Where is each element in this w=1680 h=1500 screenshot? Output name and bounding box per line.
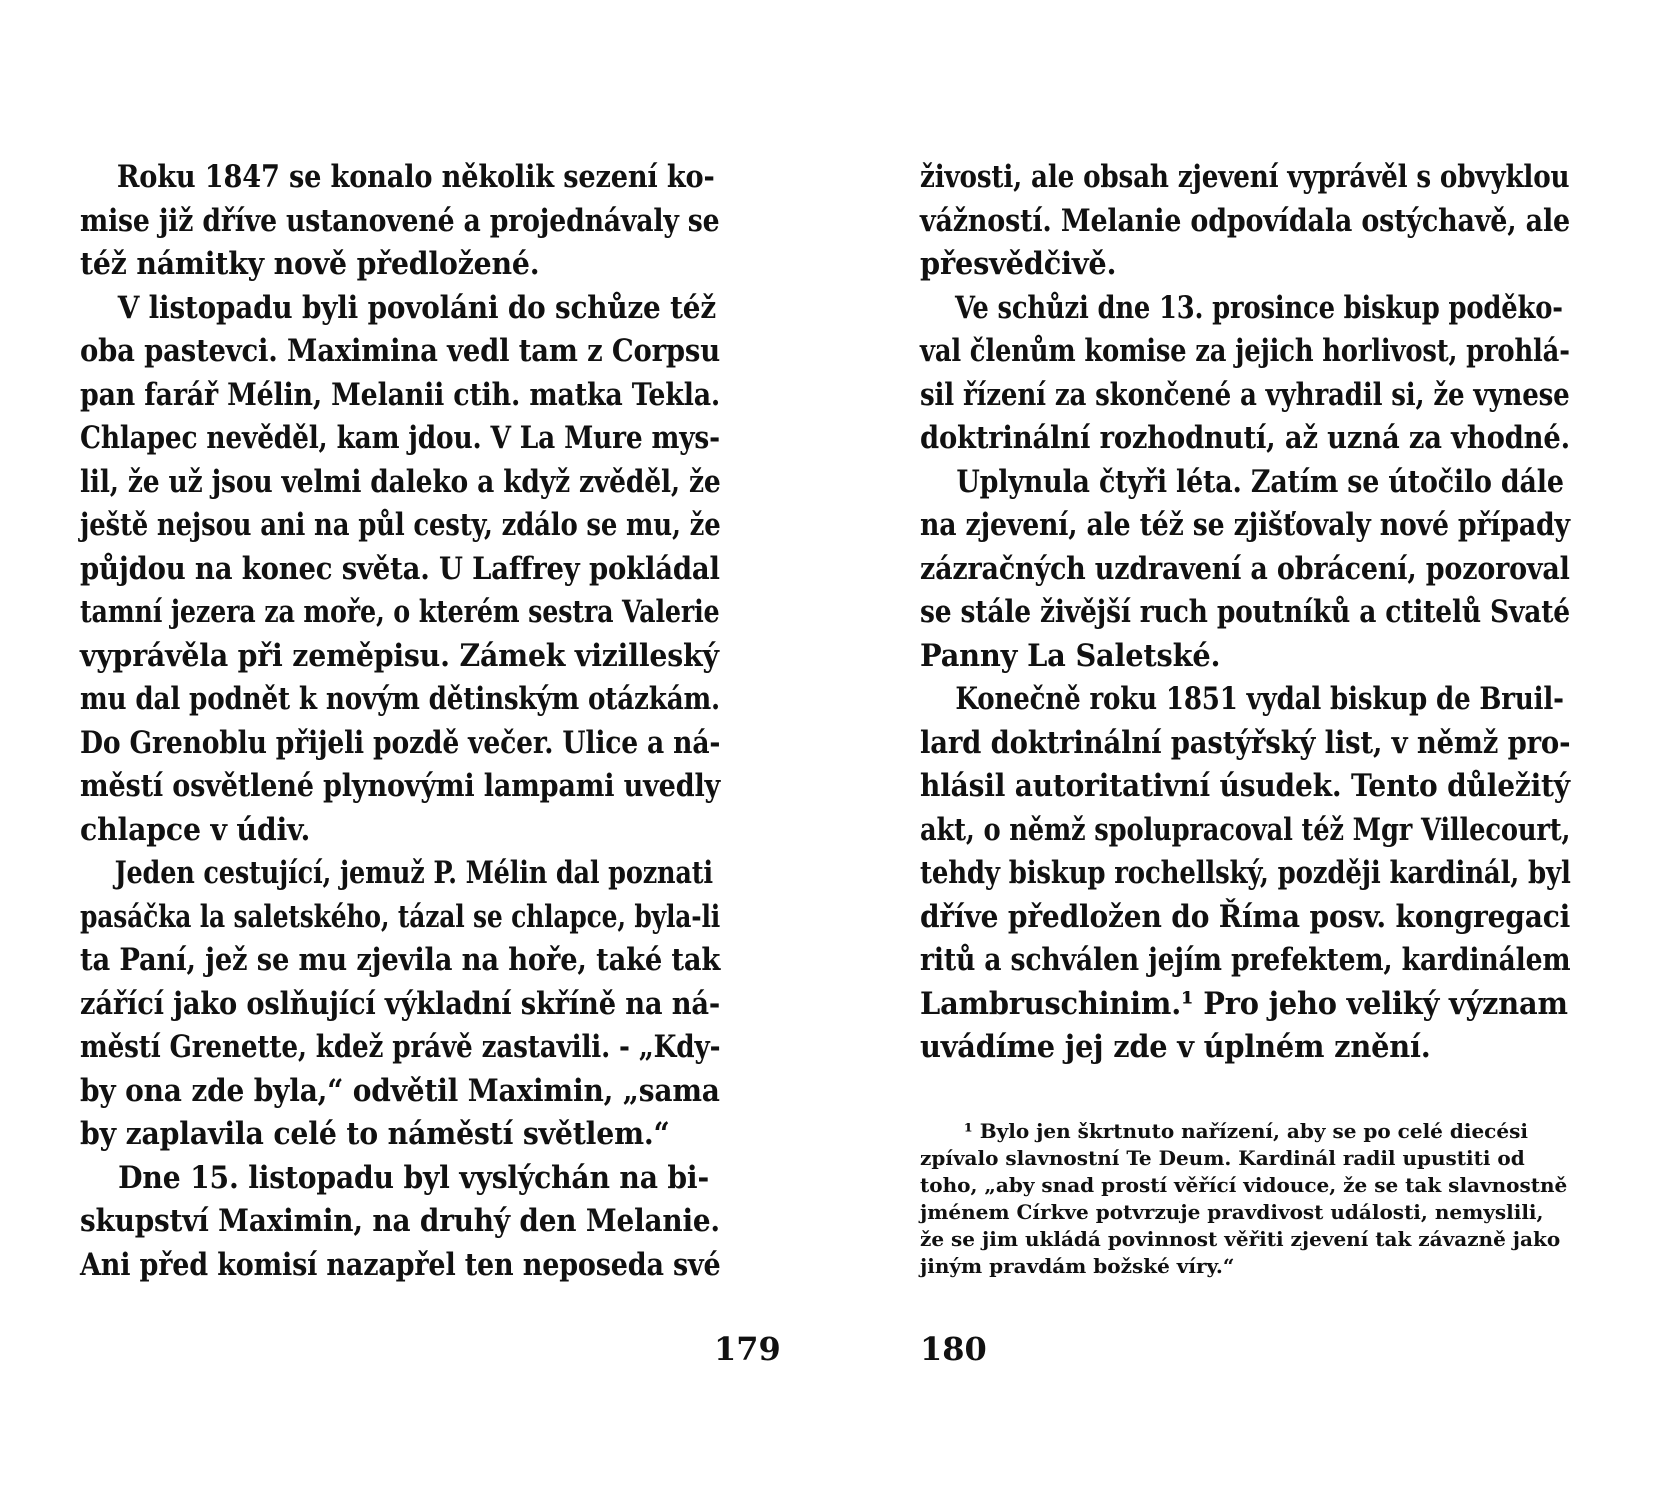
- right-page-line: se stále živější ruch poutníků a ctitelů Svaté: [920, 594, 1570, 630]
- left-page-line: Dne 15. listopadu byl vyslýchán na bi-: [118, 1159, 709, 1196]
- footnote-line: ¹ Bylo jen škrtnuto nařízení, aby se po celé diecési: [964, 1119, 1528, 1143]
- left-page-line: mise již dříve ustanovené a projednávaly se: [80, 202, 720, 239]
- left-page-line: V listopadu byli povoláni do schůze též: [117, 289, 716, 326]
- footnote-line: toho, „aby snad prostí věřící vidouce, že se tak slavnostně: [920, 1173, 1568, 1197]
- left-page-line: chlapce v údiv.: [80, 811, 311, 848]
- left-page-line: ta Paní, jež se mu zjevila na hoře, také tak: [80, 942, 721, 978]
- right-page-line: vážností. Melanie odpovídala ostýchavě, ale: [920, 202, 1570, 239]
- left-page-line: městí Grenette, kdež právě zastavili. - „Kdy-: [80, 1029, 721, 1065]
- right-page-line: na zjevení, ale též se zjišťovaly nové případy: [920, 507, 1570, 543]
- right-page-line: zázračných uzdravení a obrácení, pozoroval: [920, 550, 1570, 587]
- right-page-line: lard doktrinální pastýřský list, v němž pro-: [920, 724, 1571, 761]
- right-page-body: [920, 156, 1620, 1070]
- right-page-line: tehdy biskup rochellský, později kardinál, byl: [920, 855, 1571, 891]
- right-page-line: Ve schůzi dne 13. prosince biskup poděko-: [954, 289, 1563, 326]
- right-page-line: dříve předložen do Říma posv. kongregaci: [920, 898, 1571, 935]
- left-page-line: mu dal podnět k novým dětinským otázkám.: [80, 681, 720, 717]
- page-number-right: 180: [920, 1330, 987, 1368]
- right-page-line: uvádíme jej zde v úplném znění.: [920, 1029, 1431, 1065]
- footnote-line: zpívalo slavnostní Te Deum. Kardinál radil upustiti od: [920, 1146, 1525, 1170]
- left-page-line: Roku 1847 se konalo několik sezení ko-: [116, 159, 715, 195]
- left-page-line: Do Grenoblu přijeli pozdě večer. Ulice a ná-: [80, 724, 721, 761]
- right-page-line: Lambruschinim.¹ Pro jeho veliký význam: [920, 985, 1568, 1022]
- left-page-line: ještě nejsou ani na půl cesty, zdálo se mu, že: [80, 507, 721, 543]
- right-page-line: doktrinální rozhodnutí, až uzná za vhodné.: [920, 420, 1570, 456]
- right-page-line: Uplynula čtyři léta. Zatím se útočilo dále: [956, 463, 1564, 500]
- left-page-line: městí osvětlené plynovými lampami uvedly: [80, 768, 721, 804]
- left-page-line: tamní jezera za moře, o kterém sestra Valerie: [80, 594, 720, 630]
- left-page-line: Ani před komisí nazapřel ten neposeda své: [80, 1246, 721, 1283]
- right-page-line: Konečně roku 1851 vydal biskup de Bruil-: [955, 681, 1564, 717]
- left-page-line: skupství Maximin, na druhý den Melanie.: [80, 1203, 720, 1239]
- footnote: [920, 1118, 1610, 1280]
- right-page-line: ritů a schválen jejím prefektem, kardinálem: [920, 942, 1571, 978]
- right-page-line: sil řízení za skončené a vyhradil si, že vynese: [920, 376, 1570, 413]
- left-page-line: půjdou na konec světa. U Laffrey pokládal: [80, 550, 720, 587]
- page-number-left: 179: [714, 1330, 781, 1368]
- left-page-line: by ona zde byla,“ odvětil Maximin, „sama: [80, 1072, 720, 1109]
- right-page-line: akt, o němž spolupracoval též Mgr Villecourt,: [920, 811, 1571, 848]
- left-page-line: Jeden cestující, jemuž P. Mélin dal poznati: [114, 855, 713, 891]
- right-page-line: živosti, ale obsah zjevení vyprávěl s obvyklou: [920, 159, 1570, 195]
- left-page-line: zářící jako oslňující výkladní skříně na ná-: [80, 985, 721, 1022]
- left-page-line: lil, že už jsou velmi daleko a když zvěděl, že: [80, 463, 721, 500]
- footnote-line: jiným pravdám božské víry.“: [920, 1254, 1235, 1278]
- right-page-line: Panny La Saletské.: [920, 637, 1221, 674]
- right-page-line: hlásil autoritativní úsudek. Tento důležitý: [920, 768, 1570, 804]
- left-page-line: oba pastevci. Maximina vedl tam z Corpsu: [80, 333, 720, 369]
- left-page-line: Chlapec nevěděl, kam jdou. V La Mure mys-: [80, 420, 720, 456]
- left-page-line: pasáčka la saletského, tázal se chlapce, byla-li: [80, 898, 721, 935]
- left-page-line: též námitky nově předložené.: [80, 246, 540, 282]
- footnote-line: že se jim ukládá povinnost věřiti zjevení tak závazně jako: [920, 1227, 1561, 1251]
- left-page-line: by zaplavila celé to náměstí světlem.“: [80, 1116, 670, 1152]
- left-page-line: vyprávěla při zeměpisu. Zámek vizilleský: [80, 637, 719, 674]
- left-page-body: [80, 156, 780, 1287]
- footnote-line: jménem Církve potvrzuje pravdivost události, nemyslili,: [920, 1200, 1544, 1224]
- left-page-line: pan farář Mélin, Melanii ctih. matka Tekla.: [80, 376, 721, 413]
- right-page-line: přesvědčivě.: [920, 246, 1117, 282]
- right-page-line: val členům komise za jejich horlivost, prohlá-: [920, 333, 1570, 369]
